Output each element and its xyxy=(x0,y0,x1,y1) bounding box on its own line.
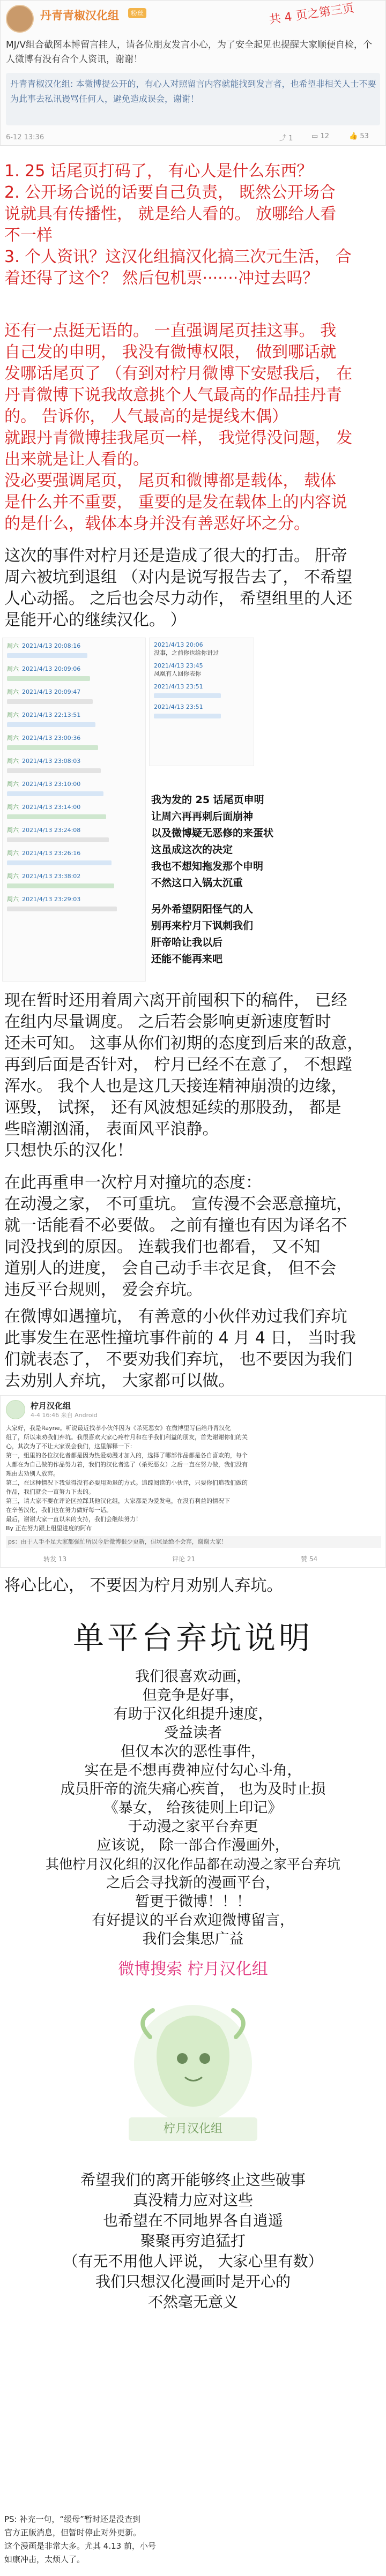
chat-message-header xyxy=(7,757,141,765)
chat-message-header xyxy=(7,849,141,857)
body-line: 大家好，我是Rayne。听说最近找孝小伙伴因为《杀死恶女》在微博里写信给丹青汉化 xyxy=(6,1425,231,1432)
text-line: 3. 个人资讯？这汉化组搞汉化搞三次元生活， 合 xyxy=(4,248,352,266)
text-line: 此事发生在恶性撞坑事件前的 4 月 4 日， 当时我 xyxy=(4,1329,356,1347)
chat-message xyxy=(7,872,141,888)
text-line: 1. 25 话尾页打码了， 有心人是什么东西？ xyxy=(4,162,313,181)
red-section-2 xyxy=(4,320,385,535)
chat-message-body xyxy=(7,768,101,773)
chat-message xyxy=(7,664,141,681)
post-date: 6-12 13:36 xyxy=(6,133,44,141)
weibo-username[interactable]: 丹青青椒汉化组 xyxy=(40,9,119,22)
abandon-section xyxy=(4,1306,385,1392)
chat-sender: 周六 xyxy=(7,735,19,742)
body-line: By 正在努力跟上组里进度的阿布 xyxy=(6,1525,92,1532)
text-line: 这次的事件对柠月还是造成了很大的打击。 肝帝 xyxy=(4,546,347,565)
chat-sender: 周六 xyxy=(7,804,19,811)
text-line: 诬毁， 试探， 还有风波想延续的那股劲， 都是 xyxy=(4,1098,342,1117)
chat-message-header xyxy=(7,733,141,742)
text-line: 成员肝帝的流失痛心疾首， 也为及时止损 xyxy=(60,1781,326,1798)
overlay-line xyxy=(151,892,328,901)
text-line: 但竞争是好事， xyxy=(142,1687,244,1704)
chat-message xyxy=(154,641,249,657)
text-line: 违反平台规则， 爱会弃坑。 xyxy=(4,1280,203,1299)
like-button[interactable] xyxy=(349,132,369,140)
chat-sender: 周六 xyxy=(7,873,19,880)
body-line: 人都在为自己做的作品努力着，我们的汉化者选了（杀死恶女）之后一直在努力做，我们没有 xyxy=(6,1461,248,1468)
chat-message-header xyxy=(7,895,141,903)
chat-message-body xyxy=(7,699,93,704)
chat-timestamp: 2021/4/13 20:09:06 xyxy=(22,665,81,672)
text-line: 2. 公开场合说的话要自己负责， 既然公开场合 xyxy=(4,183,336,202)
like-button[interactable]: 赞 54 xyxy=(301,1555,318,1563)
text-line: 应该说， 除一部合作漫画外， xyxy=(96,1837,290,1854)
text-line: 聚聚再穷追猛打 xyxy=(140,2232,246,2250)
chat-message xyxy=(7,895,141,911)
chat-timestamp: 2021/4/13 23:29:03 xyxy=(22,896,81,903)
text-line: 于动漫之家平台弃更 xyxy=(128,1818,258,1835)
text-line: 有好提议的平台欢迎微博留言， xyxy=(92,1912,294,1929)
text-line: 有助于汉化组提升速度， xyxy=(113,1706,273,1723)
chat-log-right xyxy=(149,638,254,766)
body-line: 第二，在这种情况下我觉得没有必要用劝退的方式。追踪阅读的小伙伴，只要你们追我们做的 xyxy=(6,1479,248,1486)
text-line: 现在暂时还用着周六离开前囤积下的稿件， 已经 xyxy=(4,991,347,1010)
chat-sender: 周六 xyxy=(7,688,19,695)
ps-footer xyxy=(4,2513,197,2566)
comment-count: 12 xyxy=(320,132,329,140)
text-line: 就一话能看不必要做。 之前有撞也有因为译名不 xyxy=(4,1216,347,1235)
chat-snippet: 凤凰有人回你表你 xyxy=(154,670,201,677)
post-date: 4-4 16:46 来自 Android xyxy=(31,1412,98,1419)
chat-message-body xyxy=(154,714,221,718)
text-line: 不然毫无意义 xyxy=(147,2293,238,2311)
repost-button[interactable] xyxy=(279,132,293,143)
chat-sender: 周六 xyxy=(7,665,19,672)
attitude-section xyxy=(4,1172,385,1301)
chat-message-body xyxy=(7,907,117,911)
chat-message-body xyxy=(7,676,90,681)
text-line: 真没精力应对这些 xyxy=(132,2191,253,2209)
chat-timestamp: 2021/4/13 23:00:36 xyxy=(22,735,81,742)
chat-sender: 周六 xyxy=(7,712,19,718)
chat-message-header xyxy=(7,664,141,673)
overlay-line: 另外希望阴阳怪气的人 xyxy=(151,903,254,915)
text-line: 道别人的进度， 会自己动手丰衣足食， 但不会 xyxy=(4,1259,337,1278)
text-line: 其他柠月汉化组的汉化作品都在动漫之家平台弃坑 xyxy=(45,1856,340,1872)
announcement-title: 单平台弃坑说明 xyxy=(72,1620,313,1656)
chat-message-body xyxy=(7,653,87,658)
text-line: 希望我们的离开能够终止这些破事 xyxy=(80,2171,306,2189)
chat-message xyxy=(154,703,249,718)
quoted-text: 丹青青椒汉化组: 本微博提公开的，有心人对照留言内容就能找到发言者，也希望非相关人士不要为此事去私讯谩骂任何人，避免造成误会，谢谢！ xyxy=(10,79,376,104)
text-line: 在微博如遇撞坑， 有善意的小伙伴劝过我们弃坑 xyxy=(4,1307,347,1326)
text-line: 也希望在不同地界各自逍遥 xyxy=(102,2212,283,2229)
chat-message-body xyxy=(7,791,103,796)
chat-message-header xyxy=(7,710,141,719)
chat-message-header xyxy=(7,687,141,696)
chat-sender: 周六 xyxy=(7,896,19,903)
chat-timestamp: 2021/4/13 22:13:51 xyxy=(22,712,81,718)
text-line: 将心比心， 不要因为柠月劝别人弃坑。 xyxy=(4,1576,283,1595)
text-line: 我们很喜欢动画， xyxy=(135,1668,251,1685)
text-line: 实在是不想再费神应付勾心斗角， xyxy=(84,1762,302,1779)
avatar[interactable] xyxy=(6,1400,25,1419)
chat-sender: 周六 xyxy=(7,758,19,765)
weibo-post-card-bottom xyxy=(0,1395,386,1568)
chat-message-body xyxy=(7,745,98,750)
repost-count: 1 xyxy=(288,134,293,143)
repost-icon: ⤴ xyxy=(279,134,287,143)
chat-message xyxy=(7,849,141,865)
chat-timestamp: 2021/4/13 23:14:00 xyxy=(22,804,81,811)
chat-timestamp: 2021/4/13 23:45 xyxy=(154,662,203,669)
chat-message-body xyxy=(7,837,109,842)
ps-note: ps：由于人手不足大家都强忙所以今后微博很少更新，但坑是绝不会弃，谢谢大家！ xyxy=(6,1536,381,1548)
text-line: 是什么并不重要， 重要的是发在载体上的内容说 xyxy=(4,493,347,512)
text-line: 还有一点挺无语的。 一直强调尾页挂这事。 我 xyxy=(4,321,337,340)
body-line: 在辛苦汉化，我们也在努力做好每一话。 xyxy=(6,1507,112,1514)
text-line: 是能开心的继续汉化。 ） xyxy=(4,611,187,630)
weibo-search-label[interactable]: 微博搜索 柠月汉化组 xyxy=(118,1960,268,1979)
chat-timestamp: 2021/4/13 20:09:47 xyxy=(22,688,81,695)
text-line: 在动漫之家， 不可重坑。 宣传漫不会恶意撞坑， xyxy=(4,1195,353,1214)
chat-timestamp: 2021/4/13 23:51 xyxy=(154,683,203,690)
text-line: 暂更于微博！！！ xyxy=(135,1893,251,1910)
text-line: 只想快乐的汉化！ xyxy=(4,1141,133,1160)
text-line: 着还得了这个？ 然后包机票·······冲过去吗？ xyxy=(4,269,319,288)
text-line: 人心动摇。 之后也会尽力动作， 希望组里的人还 xyxy=(4,589,353,608)
chat-message xyxy=(7,687,141,704)
text-line: 我们只想汉化漫画时是开心的 xyxy=(95,2273,291,2290)
chat-timestamp: 2021/4/13 23:38:02 xyxy=(22,873,81,880)
chat-message-header xyxy=(7,641,141,650)
chat-timestamp: 2021/4/13 23:51 xyxy=(154,703,203,710)
chat-timestamp: 2021/4/13 23:08:03 xyxy=(22,758,81,765)
overlay-line: 这虽成这次的决定 xyxy=(151,844,233,856)
chat-timestamp: 2021/4/13 23:26:16 xyxy=(22,850,81,857)
weibo-post-card-top xyxy=(0,0,386,146)
body-line: 组了，所以来劝我们弃坑。我很喜欢大家心疼柠月和在乎我们利益的朋友，首先谢谢你们的关 xyxy=(6,1434,248,1441)
chat-message-body xyxy=(7,814,106,819)
text-line: 们就表态了， 不要劝我们弃坑， 也不要因为我们 xyxy=(4,1350,353,1369)
red-section-1 xyxy=(4,161,385,289)
overlay-line: 肝帝哈让我以后 xyxy=(151,937,223,948)
like-icon: 👍 xyxy=(349,132,358,140)
text-line: （有无不用他人评说， 大家心里有数） xyxy=(63,2252,323,2270)
text-line: 还未可知。 这事从你们初期的态度到后来的敌意， xyxy=(4,1034,363,1053)
comment-button[interactable]: 评论 21 xyxy=(172,1555,196,1563)
chat-sender: 周六 xyxy=(7,827,19,834)
like-count: 53 xyxy=(360,132,369,140)
chat-message-header xyxy=(7,826,141,834)
text-line: 些暗潮汹涌， 表面风平浪静。 xyxy=(4,1120,219,1139)
chat-sender: 周六 xyxy=(7,850,19,857)
body-line: 作品，我们就会一直努力下去的。 xyxy=(6,1488,94,1495)
text-line: 如康冲击，太烦人了。 xyxy=(4,2555,85,2564)
chat-timestamp: 2021/4/13 20:08:16 xyxy=(22,642,81,649)
text-line: PS: 补充一句，“缓母”暂时还是没查到 xyxy=(4,2514,140,2524)
chat-message-body xyxy=(154,693,221,698)
chat-screenshot xyxy=(0,636,386,984)
comment-button[interactable] xyxy=(311,132,329,140)
chat-message xyxy=(7,803,141,819)
repost-button[interactable]: 转发 13 xyxy=(43,1555,67,1563)
text-line: 的是什么，载体本身并没有善恶好坏之分。 xyxy=(4,514,310,533)
logo-text: 柠月汉化组 xyxy=(163,2122,222,2136)
chat-message xyxy=(154,662,249,678)
chat-message-body xyxy=(7,722,95,727)
text-line: 之后会寻找新的漫画平台， xyxy=(106,1875,280,1891)
chat-message xyxy=(7,641,141,658)
text-line: 发哪话尾页了 （有到对柠月微博下安慰我后， 在 xyxy=(4,364,353,383)
body-line: 心，其次为了不让大家误会我们，这里解释一下： xyxy=(6,1443,136,1450)
text-line: 去劝别人弃坑， 大家都可以做。 xyxy=(4,1372,235,1390)
chat-message xyxy=(7,733,141,750)
chat-sender: 周六 xyxy=(7,781,19,788)
comment-icon: ▭ xyxy=(311,132,318,140)
overlay-line: 不然这口入锅太沉重 xyxy=(151,877,243,889)
text-line: 《暴女， 给孩徒则上印记》 xyxy=(103,1800,283,1816)
weibo-username[interactable]: 柠月汉化组 xyxy=(31,1401,71,1411)
text-line: 我们会集思广益 xyxy=(142,1931,244,1948)
overlay-line: 我也不想知拖发那个申明 xyxy=(151,860,264,872)
text-line: 官方正版消息，但暂时停止对外更新。 xyxy=(4,2528,142,2537)
group-logo xyxy=(102,1989,284,2160)
weibo-body xyxy=(6,1424,381,1533)
text-line: 自己发的申明， 我没有微博权限， 做到哪话就 xyxy=(4,343,337,362)
text-line: 说就具有传播性， 就是给人看的。 放哪给人看 xyxy=(4,205,337,223)
body-line: 最后，谢谢大家一直以来的支持，我们会继续努力！ xyxy=(6,1516,142,1523)
chat-message-header xyxy=(7,780,141,788)
fan-badge: 粉丝 xyxy=(128,8,146,18)
text-line: 出来就是让人看的。 xyxy=(4,450,149,469)
page-marker: 共 4 页之第三页 xyxy=(268,1,355,27)
chat-message xyxy=(7,757,141,773)
impact-section xyxy=(4,545,385,631)
text-line: 的。 告诉你， 人气最高的是提线木偶） xyxy=(4,407,288,426)
text-line: 就跟丹青微博挂我尾页一样， 我觉得没问题， 发 xyxy=(4,429,353,447)
text-line: 没必要强调尾页， 尾页和微博都是载体， 载体 xyxy=(4,471,337,490)
chat-message xyxy=(154,683,249,698)
chat-message-body xyxy=(7,860,112,865)
chat-message xyxy=(7,780,141,796)
chat-message-body xyxy=(7,883,114,888)
text-line: 再到后面是否针对， 柠月已经不在意了， 不想蹚 xyxy=(4,1055,353,1074)
history-section xyxy=(4,990,385,1162)
chat-message-header xyxy=(7,803,141,811)
text-line: 受益读者 xyxy=(164,1725,222,1741)
text-line: 周六被坑到退组 （对内是说写报告去了， 不希望 xyxy=(4,568,353,587)
text-line: 在此再重申一次柠月对撞坑的态度： xyxy=(4,1173,262,1192)
text-line: 同没找到的原因。 连载我们也都看， 又不知 xyxy=(4,1238,321,1256)
overlay-line: 让周六再再刺后面崩神 xyxy=(151,811,254,822)
body-line: 第三，请大家不要在评论区拉踩其他汉化组，大家都是为爱发电，在没有利益的情况下 xyxy=(6,1497,230,1504)
text-line: 但仅本次的恶性事件， xyxy=(121,1743,265,1760)
chat-sender: 周六 xyxy=(7,642,19,649)
text-line: 不一样 xyxy=(4,226,53,245)
chat-snippet: 没事，之前你也给你讲过 xyxy=(154,649,219,656)
heart-section xyxy=(4,1575,385,1597)
chat-message xyxy=(7,826,141,842)
body-line: 第一，组里的各位汉化者都是因为热爱动漫才加入的，选择了哪部作品都是各自喜欢的，每个 xyxy=(6,1452,248,1459)
closing-section xyxy=(0,2170,386,2312)
overlay-line: 别再来柠月下讽刺我们 xyxy=(151,920,254,932)
chat-timestamp: 2021/4/13 20:06 xyxy=(154,641,203,648)
text-line: 这个漫画是非常大多。尤其 4.13 前，小号 xyxy=(4,2541,156,2551)
text-line: 浑水。 我个人也是这几天接连精神崩溃的边缘， xyxy=(4,1077,347,1096)
chat-message-header xyxy=(7,872,141,880)
announcement-overlay xyxy=(151,792,328,968)
overlay-line: 以及微博疑无恶修的来蛋状 xyxy=(151,827,274,839)
overlay-line: 还能不能再来吧 xyxy=(151,953,223,965)
body-line: 理由去劝别人放弃。 xyxy=(6,1470,59,1477)
announcement-body xyxy=(0,1667,386,1949)
overlay-line: 我为发的 25 话尾页申明 xyxy=(151,794,264,806)
text-line: 丹青微博下说我故意挑个人气最高的作品挂丹青 xyxy=(4,386,342,405)
chat-timestamp: 2021/4/13 23:24:08 xyxy=(22,827,81,834)
chat-log-left xyxy=(2,638,146,982)
chat-timestamp: 2021/4/13 23:10:00 xyxy=(22,781,81,788)
text-line: 在组内尽量调度。 之后若会影响更新速度暂时 xyxy=(4,1013,331,1031)
weibo-body: MJ/V组合截图本博留言挂人，请各位朋友发言小心，为了安全起见也提醒大家顺便自检，个人微博有没有合个人资讯，谢谢！ xyxy=(6,40,373,65)
chat-message xyxy=(7,710,141,727)
avatar[interactable] xyxy=(6,5,34,33)
